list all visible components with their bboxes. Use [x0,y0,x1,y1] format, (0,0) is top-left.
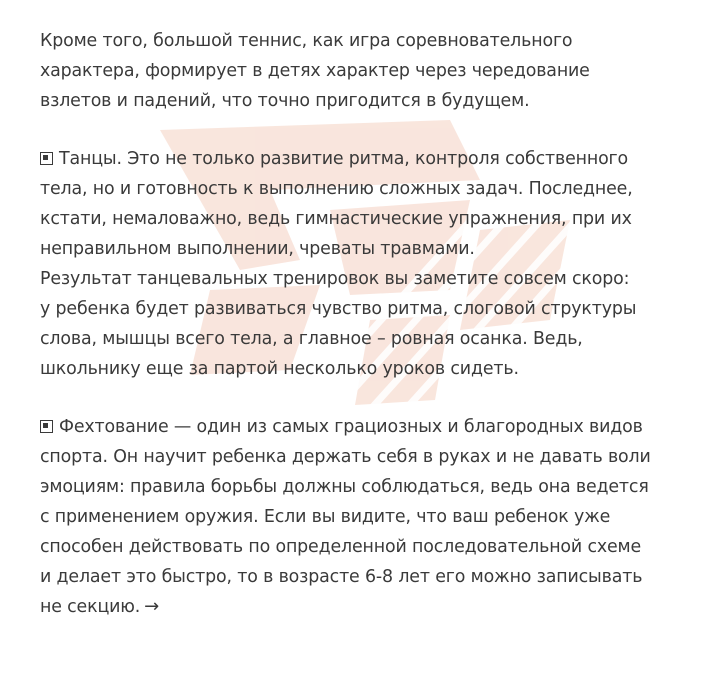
text-line: эмоциям: правила борьбы должны соблюдаться, ведь она ведется [40,477,649,497]
text-line: слова, мышцы всего тела, а главное – ровная осанка. Ведь, [40,329,583,349]
paragraph-fencing [40,412,651,622]
text-line: неправильном выполнении, чреваты травмами. [40,239,475,259]
text-line: способен действовать по определенной последовательной схеме [40,537,642,557]
text-line-content: Танцы. Это не только развитие ритма, контроля собственного [59,149,629,169]
text-line: Результат танцевальных тренировок вы заметите совсем скоро: [40,269,630,289]
text-line: характера, формирует в детях характер через чередование [40,61,590,81]
text-line: кстати, немаловажно, ведь гимнастические упражнения, при их [40,209,632,229]
text-line: школьнику еще за партой несколько уроков сидеть. [40,359,519,379]
square-bullet-icon [40,152,53,165]
text-line: и делает это быстро, то в возрасте 6-8 лет его можно записывать [40,567,643,587]
text-line: тела, но и готовность к выполнению сложных задач. Последнее, [40,179,633,199]
text-line [40,592,651,622]
text-line: спорта. Он научит ребенка держать себя в руках и не давать воли [40,447,651,467]
text-line: у ребенка будет развиваться чувство ритма, слоговой структуры [40,299,637,319]
text-line-content: Фехтование — один из самых грациозных и благородных видов [59,417,643,437]
arrow-right-icon: → [144,596,160,617]
paragraph-tennis [40,26,590,116]
text-line [40,412,651,442]
square-bullet-icon [40,420,53,433]
text-line: Кроме того, большой теннис, как игра соревновательного [40,31,573,51]
text-line: взлетов и падений, что точно пригодится в будущем. [40,91,530,111]
text-line: с применением оружия. Если вы видите, что ваш ребенок уже [40,507,611,527]
text-line [40,144,636,174]
text-line-content: не секцию. [40,597,141,617]
paragraph-dance [40,144,636,384]
